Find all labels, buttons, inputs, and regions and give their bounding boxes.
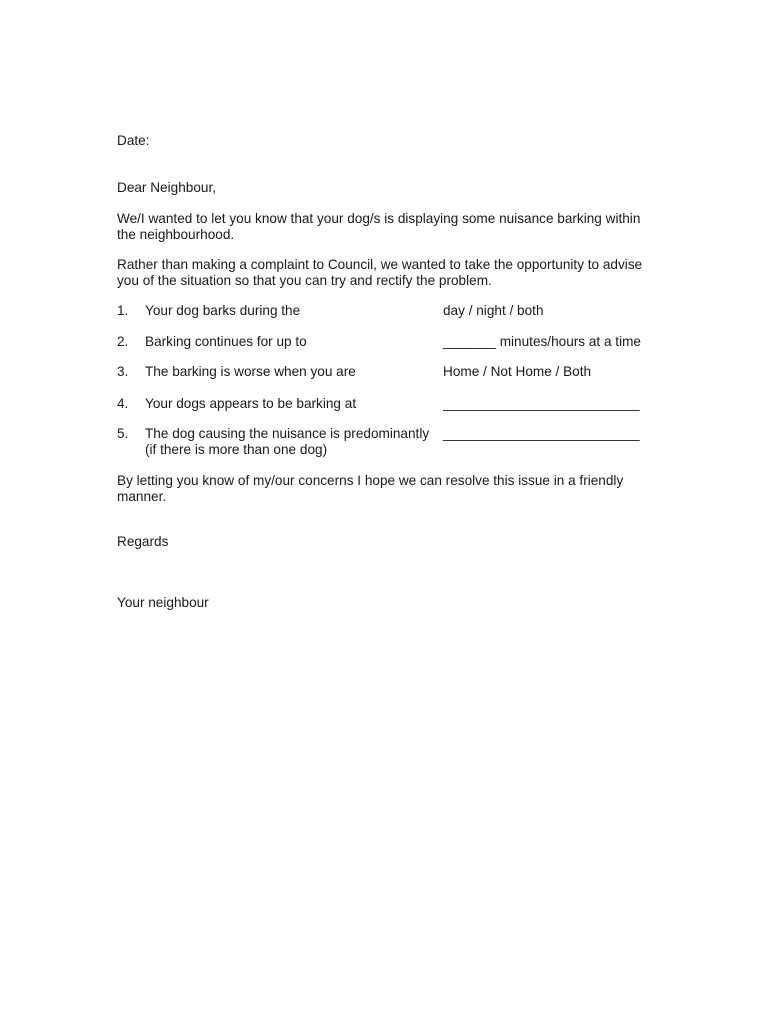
item-number: 3. — [117, 364, 129, 379]
item-answer: Home / Not Home / Both — [443, 364, 592, 379]
salutation: Dear Neighbour, — [117, 180, 216, 195]
signature: Your neighbour — [117, 595, 209, 610]
item-answer: __________________________ — [443, 426, 640, 441]
item-answer: _______ minutes/hours at a time — [443, 334, 641, 349]
item-label: The dog causing the nuisance is predominantly — [145, 426, 430, 441]
closing-paragraph — [117, 473, 677, 505]
item-label: Your dogs appears to be barking at — [145, 396, 357, 411]
rather-paragraph — [117, 257, 677, 289]
item-label: Barking continues for up to — [145, 334, 307, 349]
date-label: Date: — [117, 133, 150, 148]
intro-line-1: We/I wanted to let you know that your dog/s is displaying some nuisance barking within — [117, 211, 641, 226]
item-answer: __________________________ — [443, 396, 640, 411]
item-number: 1. — [117, 303, 129, 318]
item-note: (if there is more than one dog) — [145, 442, 328, 457]
item-label: The barking is worse when you are — [145, 364, 356, 379]
item-number: 2. — [117, 334, 129, 349]
item-number: 4. — [117, 396, 129, 411]
regards: Regards — [117, 534, 169, 549]
rather-line-1: Rather than making a complaint to Council, we wanted to take the opportunity to advise — [117, 257, 643, 272]
intro-paragraph — [117, 211, 677, 243]
closing-line-2: manner. — [117, 489, 167, 504]
rather-line-2: you of the situation so that you can try and rectify the problem. — [117, 273, 492, 288]
item-answer: day / night / both — [443, 303, 544, 318]
item-number: 5. — [117, 426, 129, 441]
closing-line-1: By letting you know of my/our concerns I hope we can resolve this issue in a friendly — [117, 473, 624, 488]
intro-line-2: the neighbourhood. — [117, 227, 235, 242]
item-label: Your dog barks during the — [145, 303, 301, 318]
